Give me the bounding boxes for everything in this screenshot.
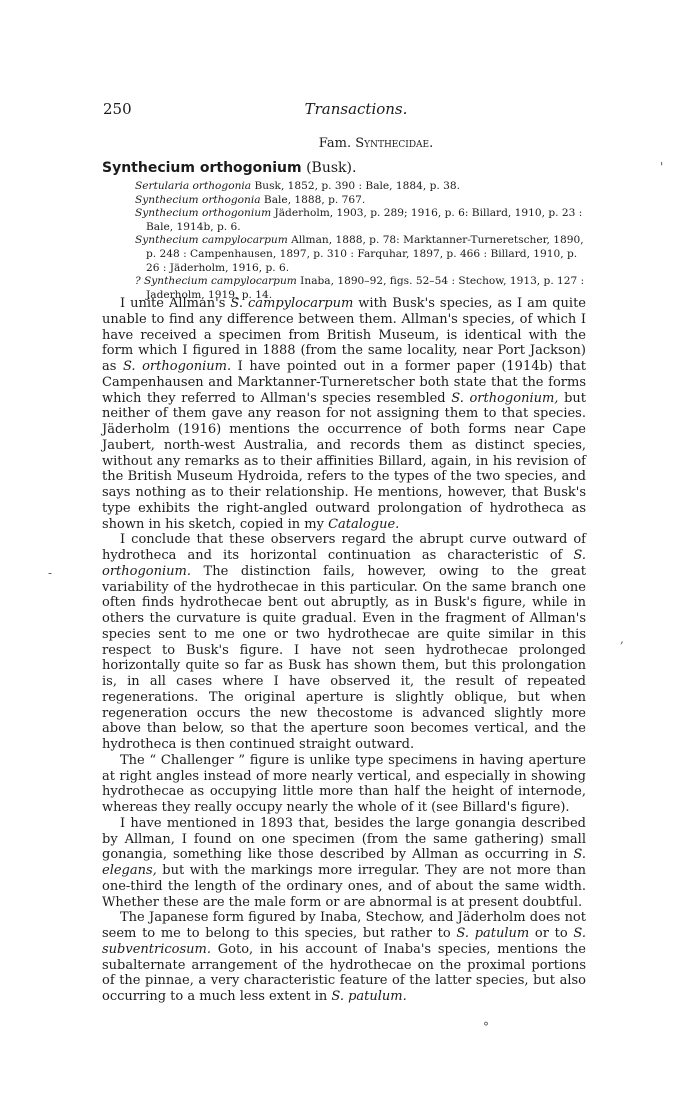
text-run: The Japanese form figured by Inaba, Stechow, and Jäderholm does not seem to me to belong to this species, but rather to [102, 910, 586, 941]
synonym-reference: Busk, 1852, p. 390 : Bale, 1884, p. 38. [251, 180, 460, 192]
italic-run: S. subventricosum. [102, 926, 586, 957]
italic-run: S. patulum. [331, 989, 407, 1004]
synonym-reference: Inaba, 1890–92, figs. 52–54 : Stechow, 1913, p. 127 : Jaderholm, 1919, p. 14. [146, 275, 585, 301]
paragraph-4 [102, 816, 586, 911]
paragraph-3: The “ Challenger ” figure is unlike type specimens in having aperture at right angles instead of more nearly vertical, and especially in showing hydrothecae as occupying little more than half the height of internode, whereas they really occupy nearly the whole of it (see Billard's figure). [102, 752, 586, 815]
paragraph-2 [102, 532, 586, 753]
species-authority: (Busk). [301, 160, 357, 176]
text-run: I have pointed out in a former paper (1914b) that Campenhausen and Marktanner-Turneretscher both state that the forms which they referred to Allman's species resembled [102, 359, 586, 406]
synonym-reference: Jäderholm, 1903, p. 289; 1916, p. 6: Billard, 1910, p. 23 : Bale, 1914b, p. 6. [146, 207, 583, 233]
synonym-taxon: Synthecium campylocarpum [135, 234, 288, 247]
family-name: Synthecidae. [355, 136, 434, 151]
paragraph-1 [102, 296, 586, 532]
italic-run: Catalogue. [328, 516, 400, 532]
text-run: with Busk's species, as I am quite unable to find any difference between them. Allman's species, of which I have received a specimen from British Museum, is identical with the form which I figured in 1888 (from the same locality, near Port Jackson) as [102, 296, 587, 374]
italic-run: S. orthogonium. [122, 359, 232, 374]
text-run: but with the markings more irregular. They are not more than one-third the length of the ordinary ones, and of about the same width. Whether these are the male form or are abnormal is at present doubtful. [102, 863, 586, 910]
synonym-taxon: Sertularia orthogonia [135, 180, 252, 192]
species-heading [102, 160, 356, 176]
italic-run: S. orthogonium. [102, 548, 586, 579]
text-run: I conclude that these observers regard the abrupt curve outward of hydrotheca and its horizontal continuation as characteristic of [102, 532, 586, 563]
text-run: but neither of them gave any reason for not assigning them to that species. Jäderholm (1916) mentions the occurrence of both forms near Cape Jaubert, north-west Australia, and records them as distinct species, without any remarks as to their affinities Billard, again, in his revision of the British Museum Hydroida, refers to the types of the two species, and says nothing as to their relationship. He mentions, however, that Busk's type exhibits the right-angled outward prolongation of hydrotheca as shown in his sketch, copied in my [102, 390, 586, 532]
family-prefix: Fam. [318, 136, 356, 151]
text-run: or to [529, 926, 574, 941]
italic-run: S. patulum [456, 926, 530, 941]
synonym-reference: Allman, 1888, p. 78: Marktanner-Turneretscher, 1890, p. 248 : Campenhausen, 1897, p. 310 : Farquhar, 1897, p. 466 : Billard, 1910, p. 26 : Jäderholm, 1916, p. 6. [146, 234, 584, 274]
running-head: Transactions. [304, 100, 408, 118]
text-run: I unite Allman's [120, 296, 231, 311]
synonymy-list [135, 180, 585, 302]
synonym-reference: Bale, 1888, p. 767. [260, 193, 366, 206]
synonymy-entry [135, 180, 585, 194]
text-run: The distinction fails, however, owing to the great variability of the hydrothecae in this particular. On the same branch one often finds hydrothecae bent out abruptly, as in Busk's figure, while in others the curvature is quite gradual. Even in the fragment of Allman's species sent to me one or two hydrothecae are quite similar in this respect to Busk's figure. I have not seen hydrothecae prolonged horizontally quite so far as Busk has shown them, but this prolongation is, in all cases where I have observed it, the result of repeated regenerations. The original aperture is slightly oblique, but when regeneration occurs the new thecostome is advanced slightly more above than below, so that the aperture soon becomes vertical, and the hydrotheca is then continued straight outward. [102, 563, 586, 752]
italic-run: S. elegans, [102, 847, 586, 878]
synonymy-entry [135, 207, 585, 234]
text-run: I have mentioned in 1893 that, besides the large gonangia described by Allman, I found on one specimen (from the same gathering) small gonangia, something like those described by Allman as occurring in [102, 815, 586, 863]
synonymy-entry [135, 234, 585, 275]
synonymy-entry [135, 194, 585, 208]
synonym-taxon: ? Synthecium campylocarpum [135, 275, 297, 288]
margin-mark: - [48, 566, 53, 580]
italic-run: S. orthogonium, [451, 390, 559, 406]
species-name: Synthecium orthogonium [102, 160, 302, 176]
body-text [102, 296, 586, 1005]
synonym-taxon: Synthecium orthogonium [135, 207, 272, 220]
page-number: 250 [103, 100, 132, 118]
synonym-taxon: Synthecium orthogonia [135, 193, 261, 206]
margin-mark: , [620, 632, 624, 646]
margin-mark: ' [660, 160, 664, 174]
margin-mark: ° [483, 1020, 489, 1034]
paragraph-5 [102, 910, 586, 1005]
text-run: Goto, in his account of Inaba's species, mentions the subalternate arrangement of the hydrothecae on the proximal portions of the pinnae, a very characteristic feature of the latter species, but also occurring to a much less extent in [102, 941, 586, 1004]
italic-run: S. campylocarpum [230, 296, 354, 311]
family-heading [0, 136, 682, 151]
